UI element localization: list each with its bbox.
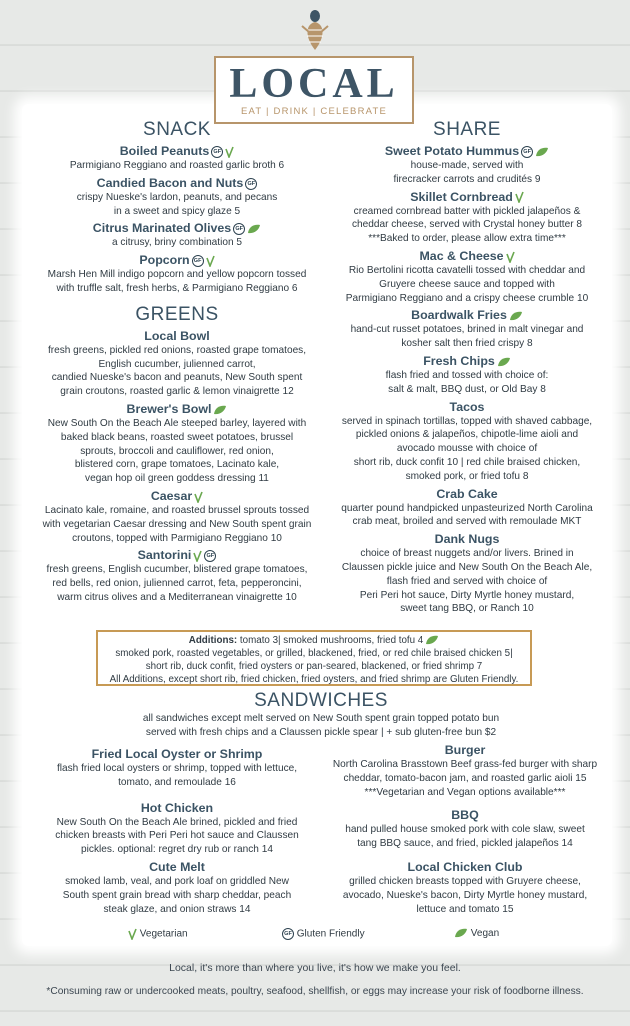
left-column: [34, 119, 320, 605]
menu-item: [34, 175, 320, 219]
vegan-leaf-icon: [247, 224, 261, 234]
right-column: [326, 119, 608, 616]
item-name: Tacos: [449, 399, 485, 414]
legend-label: Vegan: [470, 928, 500, 939]
item-desc: South spent grain bread with sharp cheddar, peach: [62, 889, 292, 901]
item-desc: New South On the Beach Ale brined, pickled and fried: [56, 816, 298, 828]
item-desc: blistered corn, grape tomatoes, Lacinato kale,: [74, 459, 280, 471]
vegetarian-icon: [506, 251, 515, 263]
item-name: Local Chicken Club: [407, 859, 523, 874]
item-desc: Marsh Hen Mill indigo popcorn and yellow popcorn tossed: [47, 269, 307, 281]
item-desc: steak glaze, and onion straws 14: [103, 903, 251, 915]
gluten-friendly-icon: GF: [521, 146, 533, 158]
menu-item: [34, 746, 320, 790]
item-desc: a citrusy, briny combination 5: [112, 237, 242, 249]
item-desc: ***Baked to order, please allow extra time***: [368, 233, 566, 245]
share-section: [326, 143, 608, 616]
additions-box: [96, 630, 532, 686]
item-desc: sweet tang BBQ, or Ranch 10: [400, 603, 534, 615]
additions-label: Additions:: [188, 635, 238, 646]
vegetarian-icon: [193, 550, 202, 562]
menu-item: [326, 486, 608, 530]
greens-section: [34, 328, 320, 605]
item-desc: tomato, and remoulade 16: [118, 776, 236, 788]
item-desc: lettuce and tomato 15: [416, 903, 514, 915]
item-desc: Parmigiano Reggiano and a crispy cheese crumble 10: [345, 292, 589, 304]
item-desc: hand pulled house smoked pork with cole slaw, sweet: [345, 824, 585, 836]
item-desc: grilled chicken breasts topped with Gruyere cheese,: [349, 875, 581, 887]
item-name: Cute Melt: [149, 859, 205, 874]
gluten-friendly-icon: GF: [211, 146, 223, 158]
item-desc: served in spinach tortillas, topped with shaved cabbage,: [341, 415, 593, 427]
item-name: Sweet Potato Hummus: [384, 144, 520, 158]
item-desc: crispy Nueske's lardon, peanuts, and pecans: [76, 191, 278, 203]
logo-word: LOCAL: [229, 61, 399, 107]
vegetarian-icon: [128, 928, 137, 940]
item-desc: with vegetarian Caesar dressing and New South spent grain: [42, 518, 312, 530]
item-desc: fresh greens, pickled red onions, roasted grape tomatoes,: [47, 344, 307, 356]
item-name: Burger: [444, 743, 486, 757]
greens-heading: GREENS: [135, 303, 219, 325]
snack-section: [34, 143, 320, 296]
item-name: Citrus Marinated Olives: [92, 221, 232, 236]
item-desc: salt & malt, BBQ dust, or Old Bay 8: [388, 383, 546, 395]
gluten-friendly-icon: GF: [192, 255, 204, 267]
footer-tagline: Local, it's more than where you live, it's how we make you feel.: [169, 962, 461, 974]
logo: [214, 56, 414, 124]
item-name: Brewer's Bowl: [126, 401, 212, 416]
menu-item: [326, 399, 608, 484]
gluten-friendly-icon: GF: [204, 550, 216, 562]
item-desc: short rib, duck confit 10 | red chile braised chicken,: [353, 456, 581, 468]
logo-tagline: EAT | DRINK | CELEBRATE: [240, 106, 388, 117]
menu-item: [34, 800, 320, 857]
item-desc: house-made, served with: [410, 160, 524, 171]
hop-turtle-logo-icon: [300, 6, 330, 54]
menu-item: [34, 488, 320, 545]
additions-text: tomato 3| smoked mushrooms, fried tofu 4: [239, 635, 424, 646]
item-name: Fried Local Oyster or Shrimp: [91, 747, 263, 761]
item-desc: smoked pork, or fried tofu 8: [405, 470, 529, 482]
share-heading: SHARE: [433, 119, 501, 140]
item-name: Popcorn: [139, 253, 190, 268]
sandwiches-right: [320, 740, 610, 916]
menu-item: [34, 220, 320, 250]
item-desc: hand-cut russet potatoes, brined in malt vinegar and: [350, 324, 584, 336]
additions-line: [98, 634, 530, 647]
item-desc: flash fried local oysters or shrimp, topped with lettuce,: [56, 763, 298, 774]
item-desc: kosher salt then fried crispy 8: [401, 338, 533, 350]
sandwiches-header: [34, 690, 608, 740]
item-desc: tang BBQ sauce, and fried, pickled jalapeños 14: [357, 838, 573, 850]
additions-line: All Additions, except short rib, fried chicken, fried oysters, and fried shrimp are Gluten Friendly.: [109, 674, 519, 685]
item-desc: crab meat, broiled and served with remoulade MKT: [352, 516, 582, 528]
item-desc: Peri Peri hot sauce, Dirty Myrtle honey mustard,: [359, 589, 575, 601]
menu-item: [34, 547, 320, 604]
vegan-leaf-icon: [509, 311, 523, 321]
item-desc: firecracker carrots and crudités 9: [393, 173, 541, 185]
item-desc: chicken breasts with Peri Peri hot sauce and Claussen: [55, 830, 299, 842]
legend-gluten-friendly: [280, 928, 365, 940]
item-desc: Claussen pickle juice and New South On the Beach Ale,: [341, 561, 593, 573]
menu-item: [34, 859, 320, 916]
vegan-leaf-icon: [425, 635, 439, 645]
item-desc: avocado, Nueske's bacon, Dirty Myrtle honey mustard,: [342, 889, 588, 901]
footer-disclaimer: *Consuming raw or undercooked meats, poultry, seafood, shellfish, or eggs may increase your risk of foodborne illness.: [46, 986, 584, 997]
item-desc: Lacinato kale, romaine, and roasted brussel sprouts tossed: [44, 504, 310, 516]
menu-item: [320, 807, 610, 851]
item-desc: ***Vegetarian and Vegan options available***: [364, 786, 566, 798]
item-desc: warm citrus olives and a Mediterranean vinaigrette 10: [57, 591, 297, 603]
menu-item: [326, 307, 608, 351]
legend-label: Vegetarian: [139, 928, 188, 940]
additions-line: smoked pork, roasted vegetables, or grilled, blackened, fried, or red chile braised chicken 5|: [115, 648, 513, 659]
item-desc: quarter pound handpicked unpasteurized North Carolina: [341, 502, 593, 514]
menu-item: [326, 143, 608, 187]
snack-heading: SNACK: [143, 119, 211, 140]
item-desc: choice of breast nuggets and/or livers. Brined in: [360, 548, 574, 560]
item-desc: New South On the Beach Ale steeped barley, layered with: [47, 417, 307, 429]
menu-item: [34, 252, 320, 296]
gluten-friendly-icon: GF: [245, 178, 257, 190]
item-name: Mac & Cheese: [419, 248, 504, 263]
vegan-leaf-icon: [497, 357, 511, 367]
item-desc: North Carolina Brasstown Beef grass-fed burger with sharp: [332, 759, 598, 770]
item-desc: smoked lamb, veal, and pork loaf on griddled New: [65, 875, 289, 887]
item-name: Skillet Cornbread: [410, 189, 513, 204]
item-desc: flash fried and served with choice of: [386, 575, 548, 587]
legend-vegetarian: [126, 928, 188, 940]
vegan-leaf-icon: [535, 147, 549, 157]
item-desc: baked black beans, roasted sweet potatoes, brussel: [60, 431, 294, 443]
sandwiches-intro: served with fresh chips and a Claussen pickle spear | + sub gluten-free bun $2: [145, 726, 497, 738]
item-desc: English cucumber, julienned carrot,: [98, 358, 256, 370]
menu-item: [326, 189, 608, 246]
item-name: Boardwalk Fries: [411, 308, 507, 323]
item-name: Dank Nugs: [434, 532, 500, 547]
item-name: Fresh Chips: [423, 353, 495, 368]
item-desc: Rio Bertolini ricotta cavatelli tossed with cheddar and: [348, 264, 586, 276]
menu-item: [326, 353, 608, 397]
menu-item: [34, 143, 320, 173]
sandwiches-heading: SANDWICHES: [254, 690, 388, 711]
menu-item: [326, 248, 608, 305]
gluten-friendly-icon: GF: [282, 928, 294, 940]
item-desc: cheddar cheese, served with Crystal honey butter 8: [351, 219, 583, 231]
item-desc: fresh greens, English cucumber, blistered grape tomatoes,: [46, 564, 308, 576]
item-desc: red bells, red onion, julienned carrot, feta, pepperoncini,: [52, 578, 302, 590]
menu-item: [34, 328, 320, 399]
menu-item: [320, 742, 610, 799]
vegetarian-icon: [515, 191, 524, 203]
sandwiches-intro: all sandwiches except melt served on New South spent grain topped potato bun: [142, 713, 500, 724]
item-desc: avocado mousse with choice of: [396, 443, 538, 455]
item-desc: grain croutons, roasted garlic & lemon vinaigrette 12: [60, 386, 294, 398]
item-name: Caesar: [150, 488, 193, 503]
legend-label: Gluten Friendly: [296, 928, 365, 940]
vegetarian-icon: [225, 146, 234, 158]
item-desc: candied Nueske's bacon and peanuts, New South spent: [51, 372, 303, 384]
vegetarian-icon: [206, 255, 215, 267]
menu-item: [326, 531, 608, 616]
item-name: Santorini: [137, 548, 192, 563]
item-desc: Gruyere cheese sauce and topped with: [379, 278, 555, 290]
gluten-friendly-icon: GF: [233, 223, 245, 235]
item-desc: vegan hop oil green goddess dressing 11: [85, 473, 269, 485]
sandwiches-left: [34, 744, 320, 916]
item-desc: pickled onions & jalapeños, chipotle-lime aioli and: [355, 429, 579, 441]
item-desc: croutons, topped with Parmigiano Reggiano 10: [72, 532, 282, 544]
additions-line: short rib, duck confit, fried oysters or pan-seared, blackened, or fried shrimp 7: [145, 661, 483, 672]
item-desc: pickles. optional: regret dry rub or ranch 14: [81, 844, 273, 856]
item-name: BBQ: [451, 808, 479, 823]
menu-item: [34, 401, 320, 486]
item-name: Boiled Peanuts: [119, 144, 210, 158]
item-name: Local Bowl: [144, 328, 210, 343]
vegan-leaf-icon: [454, 928, 468, 938]
item-name: Hot Chicken: [140, 800, 214, 815]
item-desc: in a sweet and spicy glaze 5: [113, 205, 241, 217]
item-name: Crab Cake: [436, 486, 498, 501]
menu-item: [320, 859, 610, 916]
item-desc: with truffle salt, fresh herbs, & Parmigiano Reggiano 6: [56, 282, 298, 294]
item-desc: creamed cornbread batter with pickled jalapeños &: [353, 205, 581, 217]
legend-vegan: [452, 928, 499, 939]
vegetarian-icon: [194, 491, 203, 503]
item-desc: flash fried and tossed with choice of:: [385, 369, 549, 381]
vegan-leaf-icon: [213, 405, 227, 415]
item-name: Candied Bacon and Nuts: [96, 175, 244, 190]
item-desc: sprouts, broccoli and cauliflower, red onion,: [80, 445, 274, 457]
item-desc: Parmigiano Reggiano and roasted garlic broth 6: [69, 160, 285, 171]
item-desc: cheddar, tomato-bacon jam, and roasted garlic aioli 15: [343, 772, 587, 784]
